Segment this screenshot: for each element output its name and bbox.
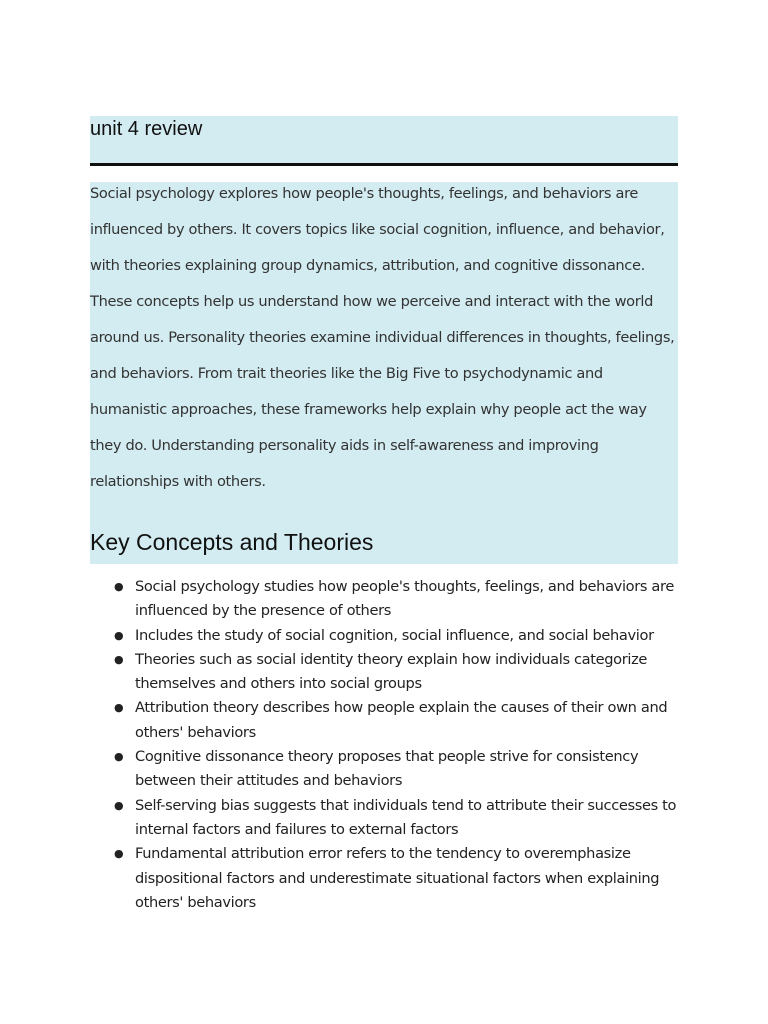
list-item bbox=[90, 575, 680, 624]
list-item-text: Self-serving bias suggests that individuals tend to attribute their successes to internal factors and failures to external factors bbox=[135, 796, 677, 838]
summary-paragraph: Social psychology explores how people's thoughts, feelings, and behaviors are influenced by others. It covers topics like social cognition, influence, and behavior, with theories explaining group dynamics, attribution, and cognitive dissonance. These concepts help us understand how we perceive and interact with the world around us. Personality theories examine individual differences in thoughts, feelings, and behaviors. From trait theories like the Big Five to psychodynamic and humanistic approaches, these frameworks help explain why people act the way they do. Understanding personality aids in self-awareness and improving relationships with others. bbox=[90, 185, 675, 490]
bullet-icon: ● bbox=[114, 580, 124, 593]
list-item bbox=[90, 696, 680, 745]
list-item-text: Fundamental attribution error refers to the tendency to overemphasize dispositional factors and underestimate situational factors when explaining others' behaviors bbox=[135, 845, 660, 911]
list-item-text: Theories such as social identity theory explain how individuals categorize themselves and others into social groups bbox=[135, 650, 648, 693]
bullet-icon: ● bbox=[114, 847, 124, 861]
bullet-icon: ● bbox=[114, 750, 124, 764]
list-item bbox=[90, 842, 680, 915]
bullet-icon: ● bbox=[114, 628, 124, 642]
list-item-text: Social psychology studies how people's thoughts, feelings, and behaviors are influenced by the presence of others bbox=[135, 578, 674, 620]
list-item bbox=[90, 648, 680, 697]
list-item-text: Attribution theory describes how people explain the causes of their own and others' behaviors bbox=[135, 699, 668, 741]
list-item-text: Cognitive dissonance theory proposes that people strive for consistency between their attitudes and behaviors bbox=[135, 748, 639, 790]
list-item bbox=[90, 624, 680, 648]
list-item-text: Includes the study of social cognition, social influence, and social behavior bbox=[135, 626, 654, 644]
document-title: unit 4 review bbox=[90, 118, 203, 140]
title-divider bbox=[90, 163, 678, 166]
bullet-icon: ● bbox=[114, 701, 124, 715]
list-item bbox=[90, 794, 680, 843]
concepts-list bbox=[90, 575, 680, 915]
bullet-icon: ● bbox=[114, 798, 124, 812]
list-item bbox=[90, 745, 680, 794]
bullet-icon: ● bbox=[114, 652, 124, 666]
section-heading: Key Concepts and Theories bbox=[90, 529, 374, 555]
